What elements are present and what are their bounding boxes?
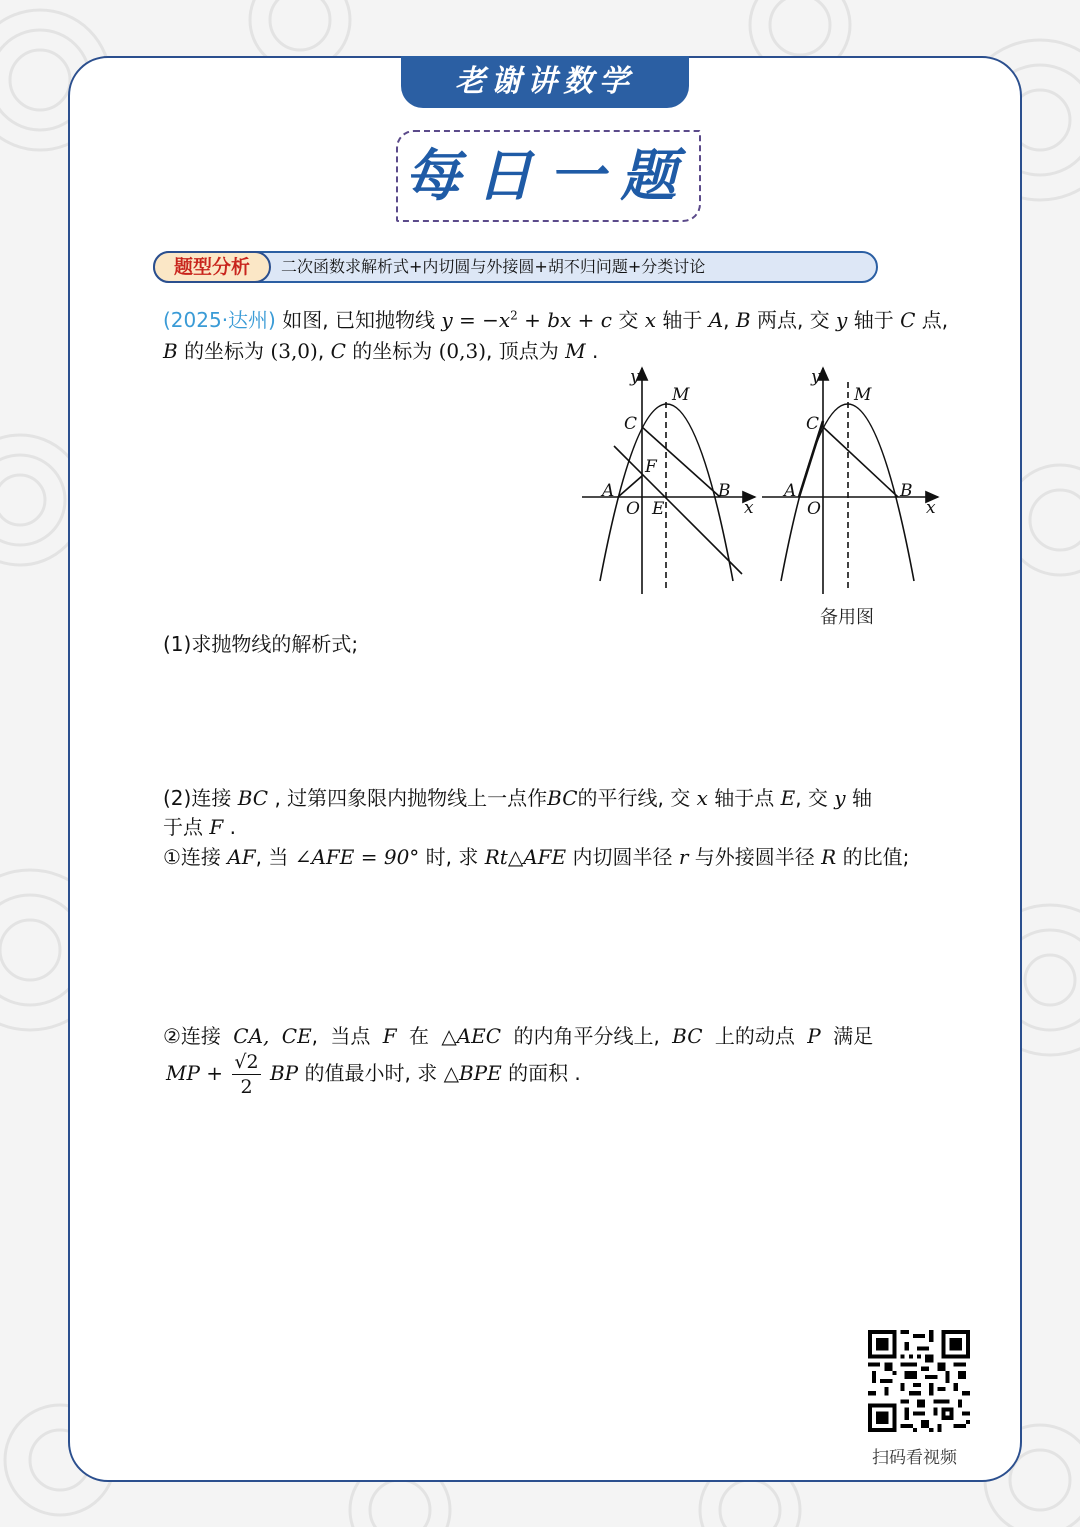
text: 轴于 (853, 308, 894, 332)
qr-code[interactable] (868, 1330, 970, 1432)
label-a: A (602, 481, 615, 501)
text: 如图, 已知抛物线 (282, 308, 435, 332)
page-title: 每日一题 (404, 143, 693, 209)
label-x: x (926, 498, 936, 518)
label-y: y (630, 367, 640, 387)
text: 点, (921, 308, 949, 332)
text: 与外接圆半径 (694, 845, 815, 869)
math: F (209, 815, 224, 839)
text: . (591, 339, 599, 363)
math-sup: 2 (510, 308, 518, 323)
math: x (644, 308, 656, 332)
label-o: O (807, 499, 821, 519)
title-frame (396, 130, 701, 222)
text: 的面积 . (508, 1061, 581, 1085)
text: 满足 (833, 1024, 874, 1048)
label-y: y (811, 367, 821, 387)
math: P (807, 1024, 821, 1048)
math: B (735, 308, 751, 332)
math: C (330, 339, 346, 363)
math: y (834, 786, 846, 810)
text: 内切圆半径 (572, 845, 673, 869)
fraction (232, 1050, 260, 1099)
math: r (678, 845, 689, 869)
label-c: C (806, 414, 820, 434)
text: 轴于点 (714, 786, 775, 810)
part-2-line-1 (163, 782, 872, 811)
math: △AEC (441, 1024, 502, 1048)
text: 的坐标为 (352, 339, 433, 363)
math: F (382, 1024, 397, 1048)
math: B (163, 339, 178, 363)
label-o: O (626, 499, 640, 519)
label-f: F (645, 457, 657, 477)
type-analysis-label: 题型分析 (153, 251, 271, 283)
text: ②连接 (163, 1024, 221, 1048)
text: 的比值; (842, 845, 910, 869)
math: R (821, 845, 837, 869)
problem-line-2 (163, 335, 598, 364)
math: Rt△AFE (484, 845, 567, 869)
math: MP + (166, 1061, 224, 1085)
label-b: B (900, 481, 913, 501)
label-e: E (652, 499, 665, 519)
type-analysis-bar (153, 251, 878, 283)
math: BC (547, 786, 578, 810)
text: 两点, 交 (756, 308, 830, 332)
text: , 顶点为 (486, 339, 559, 363)
text: 的内角平分线上, (513, 1024, 660, 1048)
label-b: B (718, 481, 731, 501)
text: 轴于 (662, 308, 703, 332)
figure-caption: 备用图 (820, 607, 874, 628)
text: 的值最小时, 求 (304, 1061, 438, 1085)
math: (3,0) (270, 339, 318, 363)
part-2-2-line-2 (166, 1050, 581, 1099)
label-m: M (854, 385, 872, 405)
fraction-numerator: √2 (234, 1051, 259, 1073)
text: 于点 (163, 815, 203, 839)
math: CA, (233, 1024, 270, 1048)
text: 交 (618, 308, 639, 332)
fraction-denominator: 2 (240, 1076, 253, 1098)
math: + bx + c (517, 308, 612, 332)
text: , 当点 (311, 1024, 371, 1048)
type-analysis-text: 二次函数求解析式+内切圆与外接圆+胡不归问题+分类讨论 (281, 257, 706, 276)
text: , 当 (255, 845, 289, 869)
segment-cb (823, 427, 898, 497)
part-2-line-2 (163, 811, 236, 840)
math: E (780, 786, 796, 810)
text: 上的动点 (714, 1024, 795, 1048)
text: (2)连接 (163, 786, 232, 810)
math: BC (237, 786, 269, 810)
part-2-2-line-1 (163, 1020, 873, 1049)
math: C (900, 308, 916, 332)
math: y (836, 308, 848, 332)
math: ∠AFE = 90° (294, 845, 420, 869)
text: , 过第四象限内抛物线上一点作 (274, 786, 548, 810)
text: 轴 (851, 786, 872, 810)
text: 在 (409, 1024, 429, 1048)
qr-label: 扫码看视频 (872, 1448, 957, 1468)
text: , (317, 339, 325, 363)
label-x: x (744, 498, 754, 518)
math: M (565, 339, 586, 363)
parabola-figures (580, 366, 950, 601)
math: BP (269, 1061, 299, 1085)
math: BC (672, 1024, 703, 1048)
part-1: (1)求抛物线的解析式; (163, 632, 359, 656)
text: , 交 (795, 786, 828, 810)
problem-source: (2025·达州) (163, 308, 276, 332)
math: △BPE (443, 1061, 502, 1085)
brand-tab: 老谢讲数学 (401, 56, 689, 108)
math: CE (281, 1024, 312, 1048)
text: 的平行线, 交 (577, 786, 691, 810)
label-m: M (672, 385, 690, 405)
math: A (708, 308, 724, 332)
text: 时, 求 (425, 845, 479, 869)
part-2-1 (163, 841, 909, 870)
problem-line-1 (163, 304, 948, 333)
math: AF (227, 845, 256, 869)
math: y = −x (441, 308, 511, 332)
label-a: A (784, 481, 797, 501)
text: ①连接 (163, 845, 221, 869)
label-c: C (624, 414, 638, 434)
math: (0,3) (438, 339, 487, 363)
text: . (229, 815, 236, 839)
math: x (696, 786, 708, 810)
text: 的坐标为 (184, 339, 265, 363)
text: , (723, 308, 730, 332)
